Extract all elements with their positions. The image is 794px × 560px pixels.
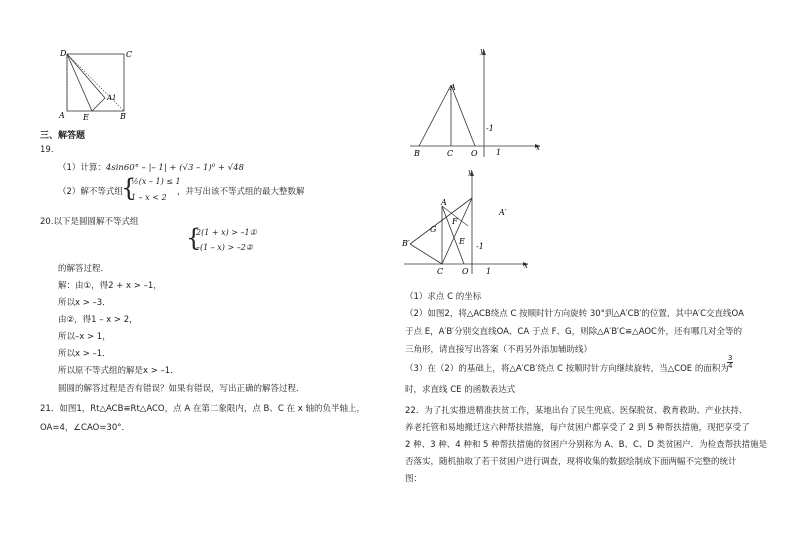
label-A1: A1 [107,94,117,102]
fig2-E: E [459,237,465,246]
label-B: B [120,112,126,121]
q20-question: 圆圆的解答过程是否有错误？如果有错误，写出正确的解答过程． [58,384,305,394]
fig2-one: 1 [486,267,492,276]
q20-process: 的解答过程． [58,264,110,274]
fig2-O: O [462,267,469,276]
q20-system-line2: –(1 – x) > –2② [196,243,253,252]
q19-system-line2: 1 – x < 2 [131,193,167,202]
q19-part2-suffix: ，并写出该不等式组的最大整数解 [177,187,305,197]
q21-line2: OA=4，∠CAO=30°． [40,423,130,433]
section-heading: 三、解答题 [40,131,86,141]
fig1-x-label: x [536,144,540,152]
fig1-neg1: -1 [486,124,494,133]
fig1-A: A [450,83,456,92]
q21-sub1: （1）求点 C 的坐标 [405,292,482,302]
q19-system-line1: ½(x – 1) ≤ 1 [131,177,181,186]
q22-line5: 图： [405,474,423,484]
q19-part2 [58,185,123,197]
q20-brace: { [186,224,202,252]
fig1-O: O [471,149,478,158]
label-C: C [126,50,133,59]
q19-part1-expr: 4sin60° – |– 1| + (√3 – 1)⁰ + √48 [105,163,244,173]
fig2-y-label: y [468,168,472,176]
fig2-neg1: -1 [476,242,484,251]
label-A: A [59,111,65,120]
fig2-B2: B′ [402,239,410,248]
figure-1 [400,45,550,160]
label-D: D [60,49,67,58]
q19-part2-prefix: （2）解不等式组 [58,187,123,197]
q20-intro-text: 以下是圆圆解不等式组 [53,217,139,227]
q22-line3: 2 种、3 种、4 种和 5 种帮扶措施的贫困户分别称为 A、B、C、D 类贫困户．为检查帮扶措施是 [405,440,768,450]
figure-2 [400,166,550,281]
frac-denominator: 4 [728,362,733,371]
q19-part1-prefix: （1）计算： [58,163,106,173]
fig1-y-label: y [480,47,484,55]
q22-line1: 22．为了扎实推进精准扶贫工作，某地出台了民生兜底、医保脱贫、教育救助、产业扶持、 [405,406,748,416]
q20-step4: 所以–x > 1， [58,332,111,342]
square-figure [55,47,135,122]
fig2-G: G [430,225,437,234]
fig1-one: 1 [496,148,502,157]
q21-sub2-line2: 于点 E，A′B′分别交直线OA、CA 于点 F、G，则除△A′B′C≌△AOC外，还有哪几对全等的 [405,327,742,337]
q20-step5: 所以x > –1． [58,349,111,359]
q21-sub3-line1: （3）在（2）的基础上，将△A′CB′绕点 C 按顺时针方向继续旋转，当△COE 的面积为 [405,364,729,374]
q20-system-line1: 2(1 + x) > –1① [196,228,257,237]
q21-sub3-fraction [727,355,733,371]
q21-sub2-line1: （2）如图2，将△ACB绕点 C 按顺时针方向旋转 30°到△A′CB′的位置，其中A′C交直线OA [405,309,744,319]
fig1-C: C [447,149,454,158]
q19-number: 19. [40,145,54,155]
frac-numerator: 3 [728,354,733,362]
q19-part1 [58,161,244,173]
q20-step2: 所以x > –3． [58,298,111,308]
q21-sub2-line3: 三角形，请直接写出答案（不再另外添加辅助线） [405,345,593,355]
fig2-C: C [437,267,444,276]
label-E: E [83,113,89,122]
q20-step3: 由②，得1 – x > 2， [58,315,138,325]
fig2-A2: A′ [499,208,507,217]
fig2-x-label: x [524,262,528,270]
q20-step1: 解：由①，得2 + x > –1， [58,281,162,291]
q22-line4: 否落实，随机抽取了若干贫困户进行调查，现将收集的数据绘制成下面两幅不完整的统计 [405,457,737,467]
q21-line1: 21．如图1，Rt△ACB≌Rt△ACO，点 A 在第二象限内，点 B、C 在 x 轴的负半轴上， [40,404,365,414]
fig2-A: A [441,198,447,207]
q20-number: 20. [40,217,54,227]
q22-line2: 养老托管和易地搬迁这六种帮扶措施，每户贫困户都享受了 2 到 5 种帮扶措施，现把享受了 [405,423,750,433]
fig2-F: F [452,217,458,226]
q20-step6: 所以原不等式组的解是x > –1． [58,366,179,376]
q19-brace: { [121,174,137,202]
fig1-B: B [414,149,420,158]
q20-intro [40,215,139,227]
q21-sub3-line2: 时，求直线 CE 的函数表达式 [405,385,516,395]
